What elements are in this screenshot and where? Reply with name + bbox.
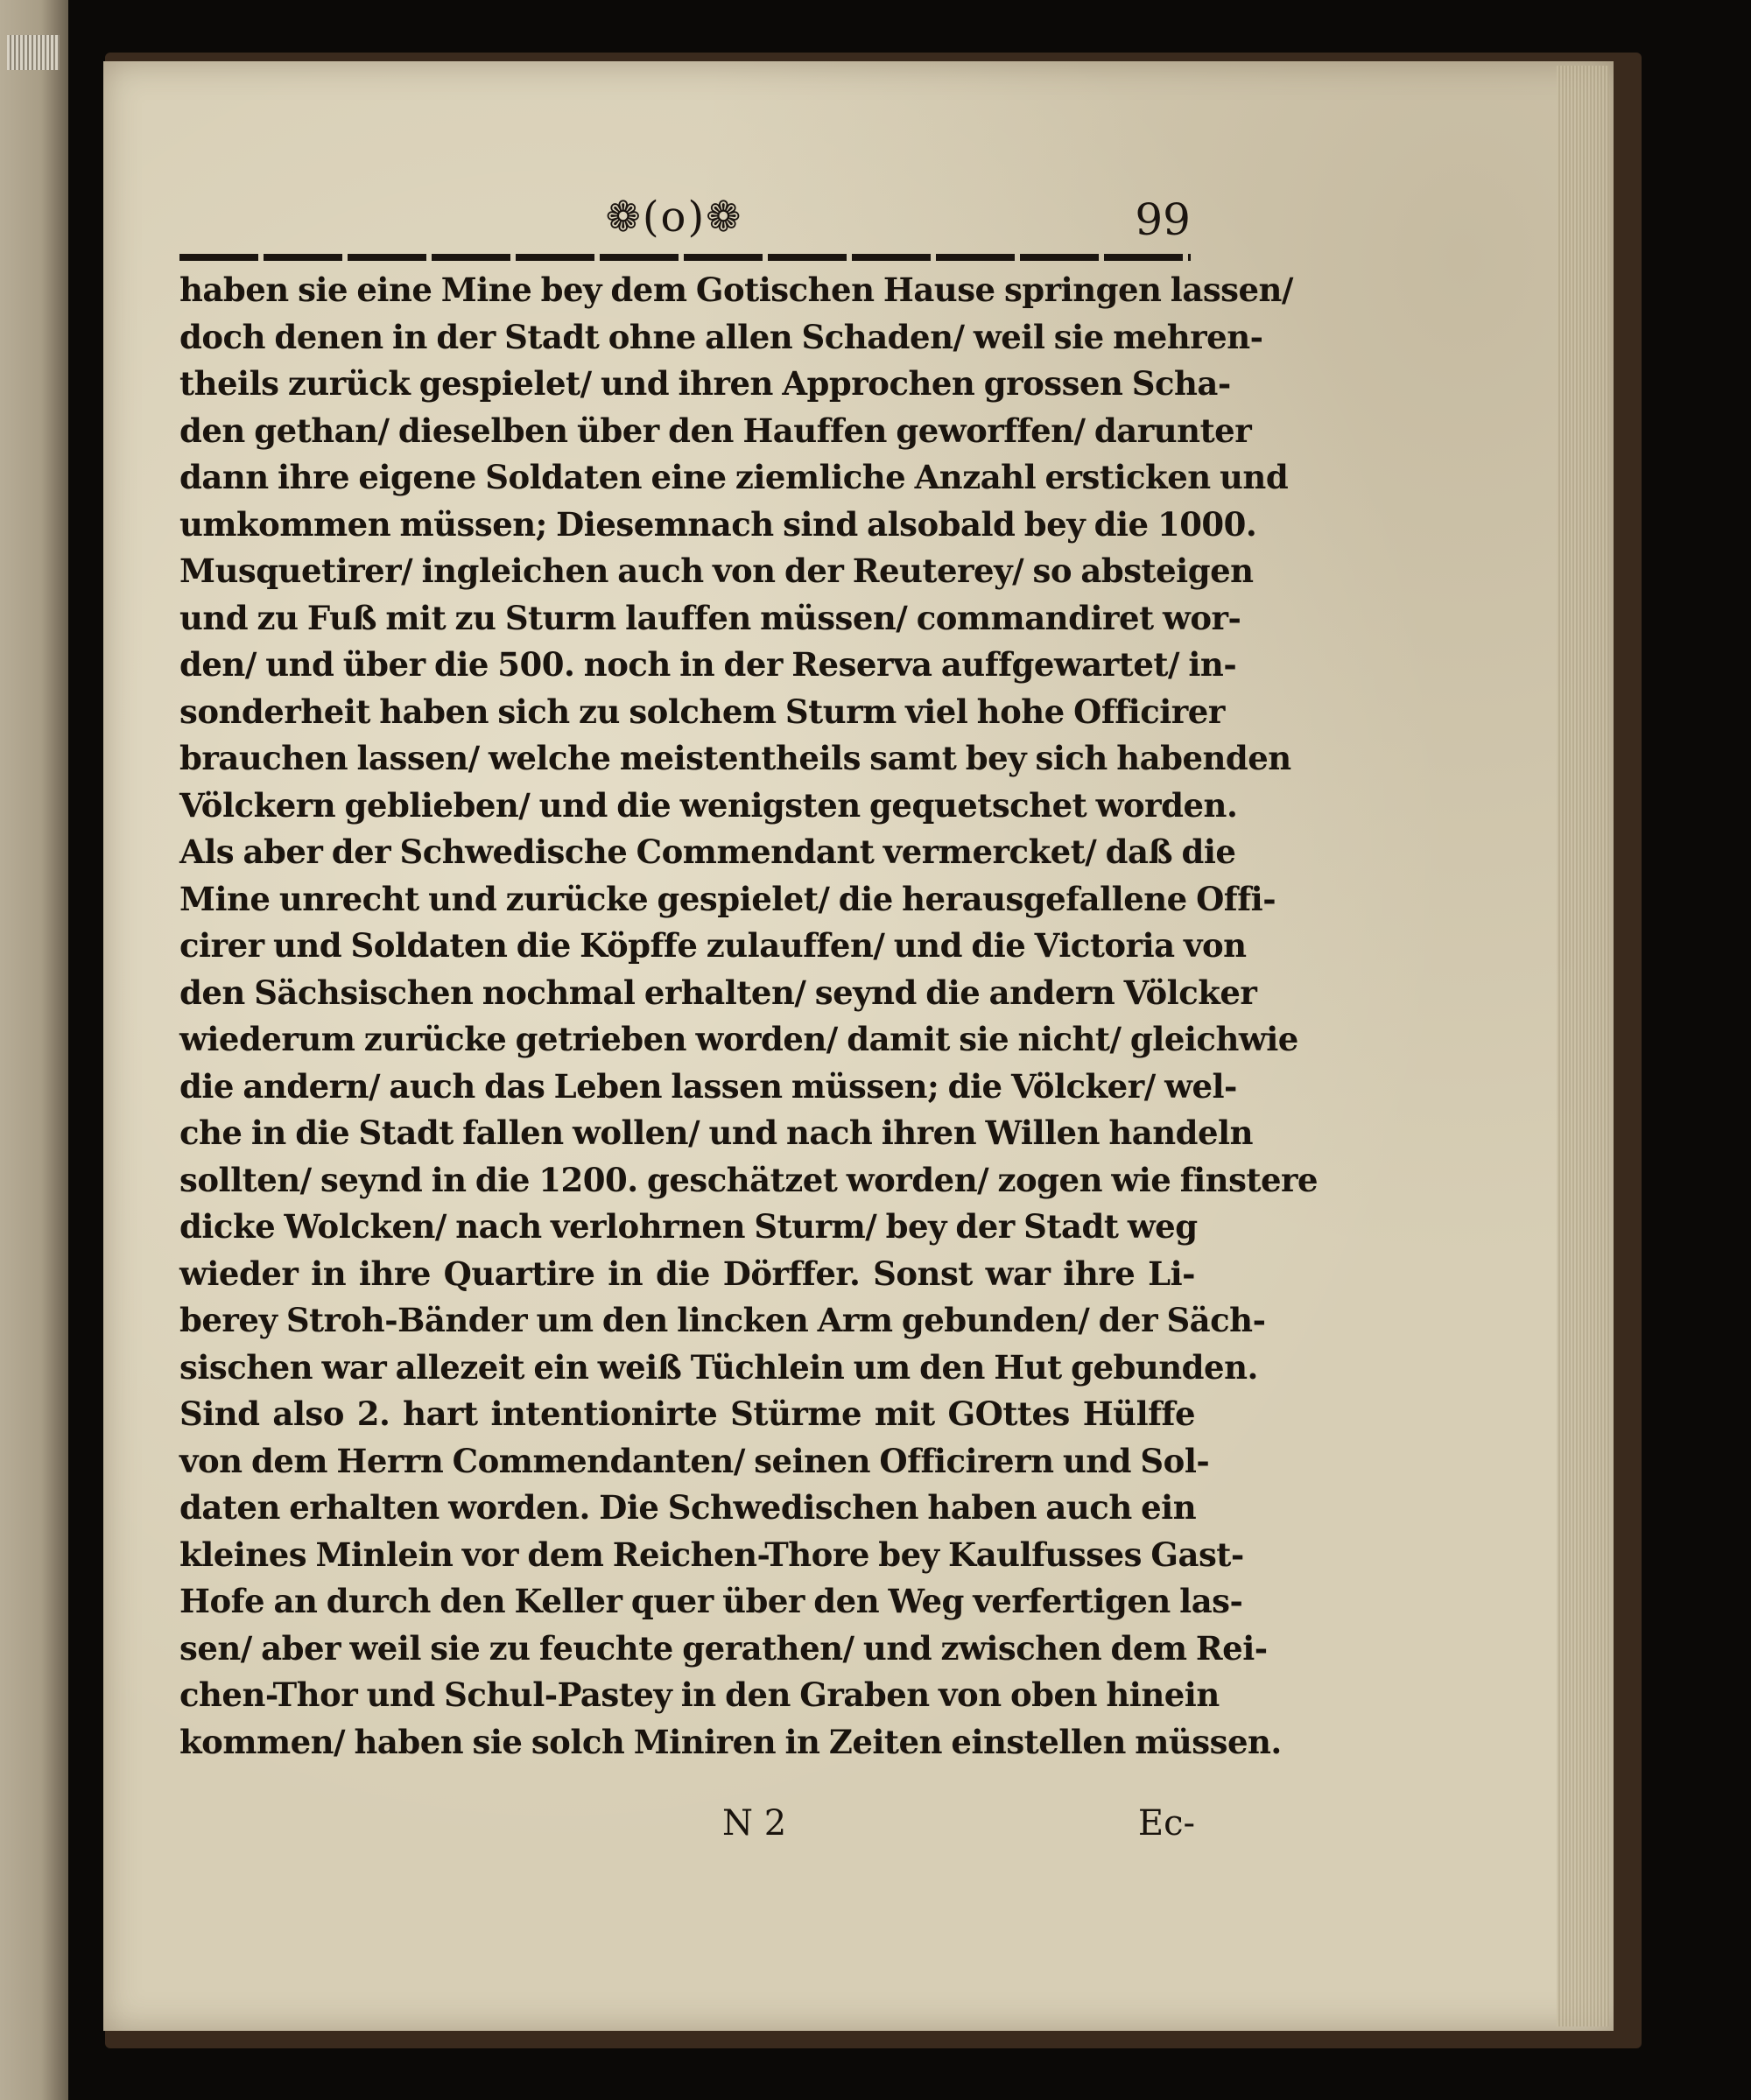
- page-stack-edge: [1557, 66, 1609, 2026]
- text-line: che in die Stadt fallen wollen/ und nach ihren Willen handeln: [179, 1113, 1254, 1152]
- text-line: sollten/ seynd in die 1200. geschätzet worden/ zogen wie finstere: [179, 1160, 1319, 1199]
- body-text: [179, 267, 1319, 1766]
- text-line: dicke Wolcken/ nach verlohrnen Sturm/ bey der Stadt weg: [179, 1207, 1198, 1246]
- text-line: doch denen in der Stadt ohne allen Schaden/ weil sie mehren-: [179, 317, 1263, 356]
- text-line: und zu Fuß mit zu Sturm lauffen müssen/ commandiret wor-: [179, 598, 1241, 637]
- text-line: kleines Minlein vor dem Reichen-Thore bey Kaulfusses Gast-: [179, 1535, 1244, 1574]
- text-line: Hofe an durch den Keller quer über den Weg verfertigen las-: [179, 1582, 1243, 1620]
- text-line: wiederum zurücke getrieben worden/ damit sie nicht/ gleichwie: [179, 1020, 1298, 1058]
- text-line: den/ und über die 500. noch in der Reserva auffgewartet/ in-: [179, 645, 1237, 684]
- text-line: von dem Herrn Commendanten/ seinen Officirern und Sol-: [179, 1441, 1210, 1480]
- text-line: kommen/ haben sie solch Miniren in Zeiten einstellen müssen.: [179, 1722, 1282, 1761]
- page-footer: [179, 1803, 1195, 1856]
- catchword: Ec-: [1137, 1803, 1195, 1844]
- page-number: 99: [1135, 194, 1191, 245]
- text-line: Als aber der Schwedische Commendant vermercket/ daß die: [179, 832, 1236, 871]
- text-line: den Sächsischen nochmal erhalten/ seynd die andern Völcker: [179, 973, 1257, 1012]
- text-line: sen/ aber weil sie zu feuchte gerathen/ und zwischen dem Rei-: [179, 1628, 1268, 1668]
- text-line: daten erhalten worden. Die Schwedischen haben auch ein: [179, 1488, 1197, 1527]
- page-edge-texture: [7, 35, 60, 70]
- header-rule: [179, 254, 1191, 261]
- text-line: Sind also 2. hart intentionirte Stürme mit GOttes Hülffe: [179, 1394, 1195, 1433]
- signature-mark: N 2: [722, 1803, 787, 1844]
- text-line: haben sie eine Mine bey dem Gotischen Hause springen lassen/: [179, 270, 1293, 309]
- text-line: Mine unrecht und zurücke gespielet/ die herausgefallene Offi-: [179, 879, 1276, 918]
- page-header: [175, 193, 1191, 245]
- text-line: dann ihre eigene Soldaten eine ziemliche Anzahl ersticken und: [179, 458, 1289, 496]
- text-line: brauchen lassen/ welche meistentheils samt bey sich habenden: [179, 739, 1291, 777]
- text-line: berey Stroh-Bänder um den lincken Arm gebunden/ der Säch-: [179, 1301, 1266, 1339]
- text-line: umkommen müssen; Diesemnach sind alsobald bey die 1000.: [179, 504, 1257, 544]
- text-line: wieder in ihre Quartire in die Dörffer. Sonst war ihre Li-: [179, 1254, 1195, 1293]
- text-line: chen-Thor und Schul-Pastey in den Graben von oben hinein: [179, 1675, 1220, 1714]
- header-ornament: ❁(o)❁: [605, 193, 743, 242]
- facing-page-edge: [0, 0, 68, 2100]
- text-line: Musquetirer/ ingleichen auch von der Reuterey/ so absteigen: [179, 551, 1254, 590]
- text-line: theils zurück gespielet/ und ihren Approchen grossen Scha-: [179, 364, 1231, 403]
- text-line: cirer und Soldaten die Köpffe zulauffen/ und die Victoria von: [179, 926, 1247, 965]
- text-line: den gethan/ dieselben über den Hauffen geworffen/ darunter: [179, 411, 1252, 450]
- text-line: sonderheit haben sich zu solchem Sturm viel hohe Officirer: [179, 692, 1225, 731]
- text-line: sischen war allezeit ein weiß Tüchlein um den Hut gebunden.: [179, 1347, 1258, 1387]
- text-line: Völckern geblieben/ und die wenigsten gequetschet worden.: [179, 785, 1238, 825]
- text-line: die andern/ auch das Leben lassen müssen; die Völcker/ wel-: [179, 1066, 1237, 1106]
